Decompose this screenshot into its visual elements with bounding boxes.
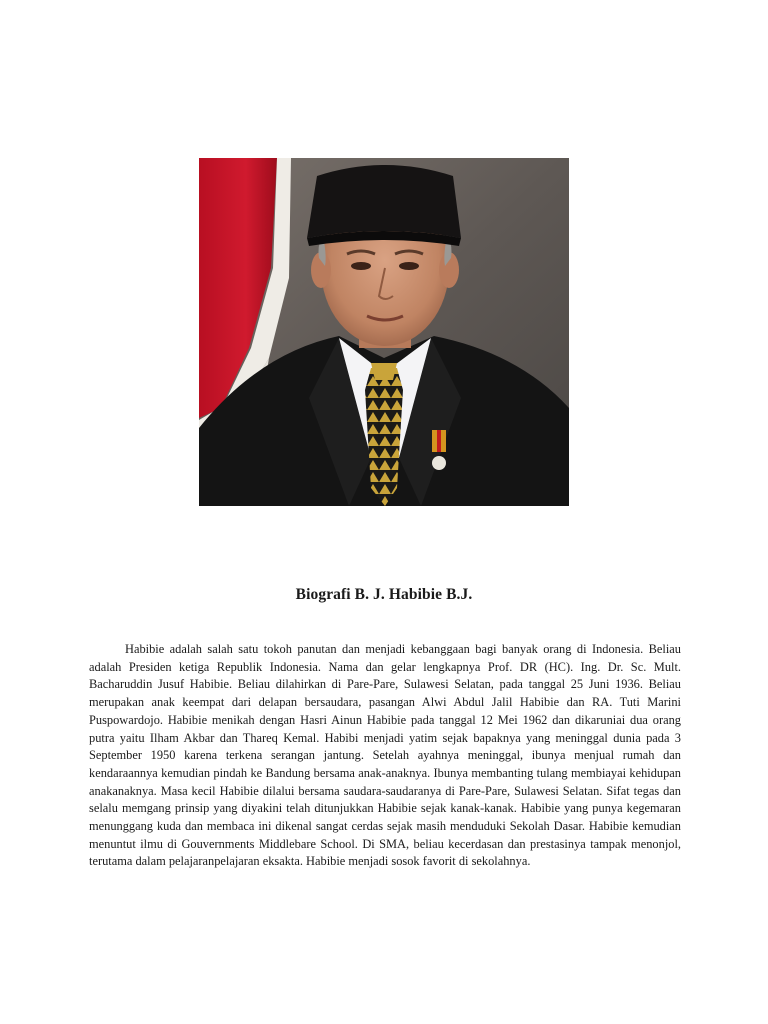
portrait-photo xyxy=(199,158,569,506)
biography-paragraph: Habibie adalah salah satu tokoh panutan dan menjadi kebanggaan bagi banyak orang di Indonesia. Beliau adalah Presiden ketiga Republik Indonesia. Nama dan gelar lengkapnya Prof. DR (HC). Ing. Dr. Sc. Mult. Bacharuddin Jusuf Habibie. Beliau dilahirkan di Pare-Pare, Sulawesi Selatan, pada tanggal 25 Juni 1936. Beliau merupakan anak keempat dari delapan bersaudara, pasangan Alwi Abdul Jalil Habibie dan RA. Tuti Marini Puspowardojo. Habibie menikah dengan Hasri Ainun Habibie pada tanggal 12 Mei 1962 dan dikaruniai dua orang putra yaitu Ilham Akbar dan Thareq Kemal. Habibi menjadi yatim sejak bapaknya yang meninggal dunia pada 3 September 1950 karena terkena serangan jantung. Setelah ayahnya meninggal, ibunya menjual rumah dan kendaraannya kemudian pindah ke Bandung bersama anak-anaknya. Ibunya membanting tulang membiayai kehidupan anakanaknya. Masa kecil Habibie dilalui bersama saudara-saudaranya di Pare-Pare, Sulawesi Selatan. Sifat tegas dan selalu memgang prinsip yang diyakini telah ditunjukkan Habibie sejak kanak-kanak. Habibie yang punya kegemaran menunggang kuda dan membaca ini dikenal sangat cerdas sejak masih menduduki Sekolah Dasar. Habibie kemudian menuntut ilmu di Gouvernments Middlebare School. Di SMA, beliau kecerdasan dan prestasinya tampak menonjol, terutama dalam pelajaranpelajaran eksakta. Habibie menjadi sosok favorit di sekolahnya. xyxy=(89,642,681,869)
document-title: Biografi B. J. Habibie B.J. xyxy=(295,586,473,603)
portrait-illustration xyxy=(199,158,569,506)
